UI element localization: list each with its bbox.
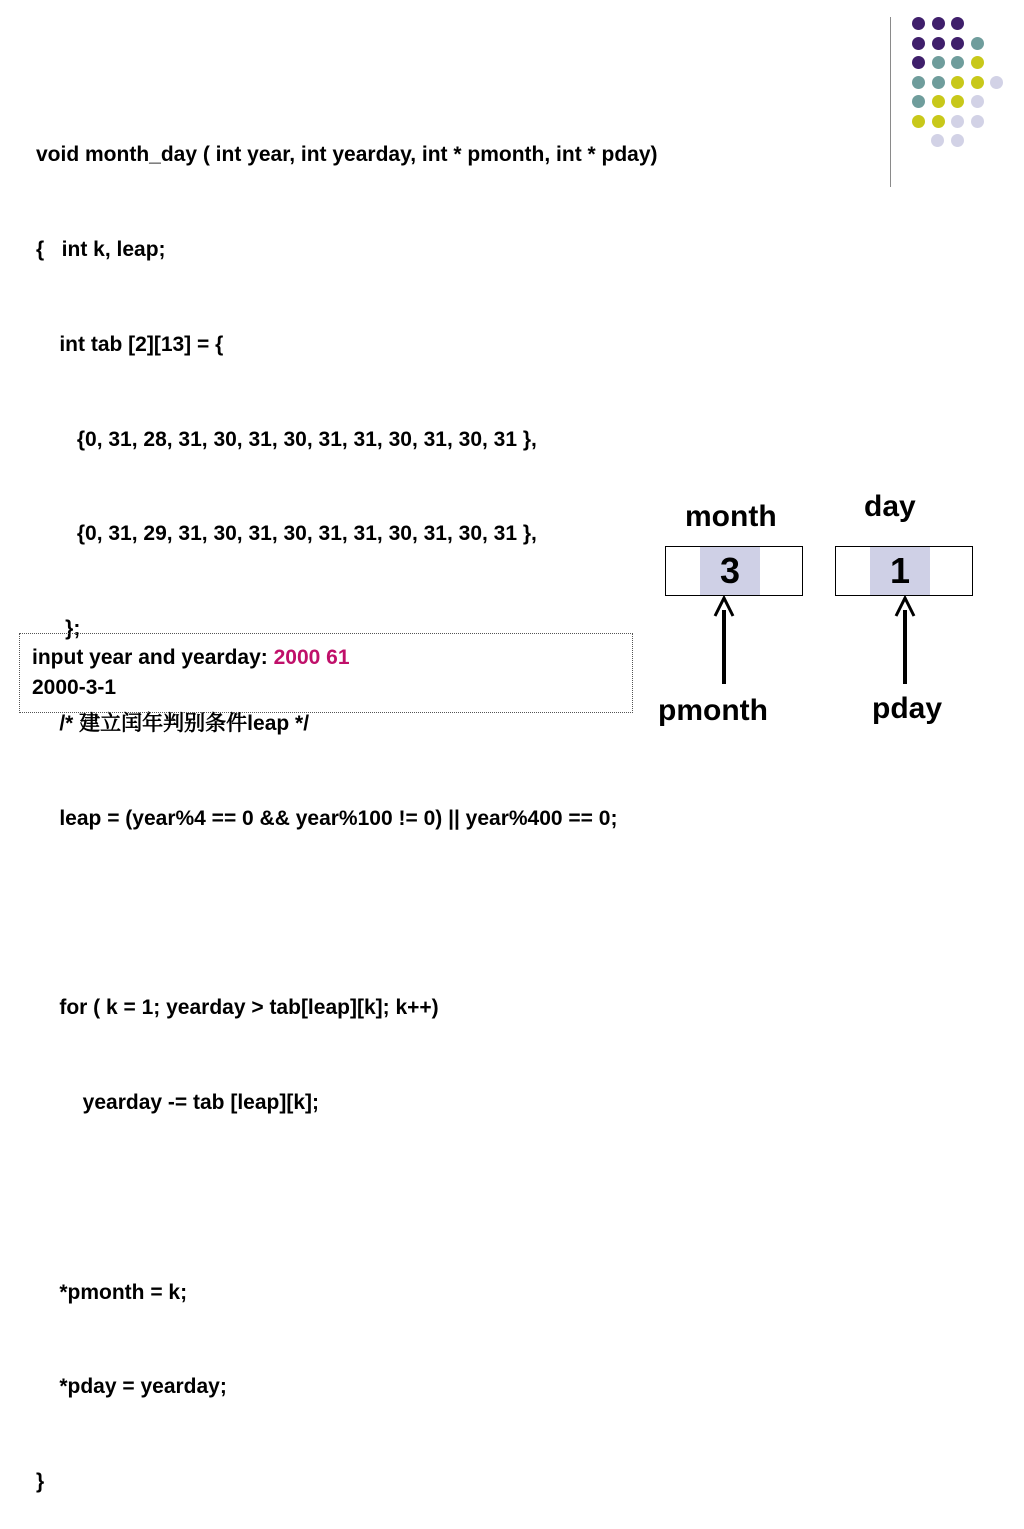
code-line: } [36, 1470, 45, 1494]
code-line: { int k, leap; [36, 237, 166, 261]
code-line: leap = (year%4 == 0 && year%100 != 0) || year%400 == 0; [36, 806, 618, 830]
day-memory-box [835, 546, 973, 596]
code-line: for ( k = 1; yearday > tab[leap][k]; k++) [36, 996, 439, 1020]
decorative-dot [932, 37, 945, 50]
pday-pointer-label: pday [872, 692, 943, 725]
decorative-dot [971, 76, 984, 89]
pmonth-pointer-label: pmonth [658, 694, 768, 727]
code-line: *pday = yearday; [36, 1375, 227, 1399]
decorative-dot [971, 95, 984, 108]
decorative-dot [951, 115, 964, 128]
pmonth-arrow-icon [711, 596, 737, 686]
day-variable-label: day [864, 490, 916, 523]
decorative-dot [951, 95, 964, 108]
code-listing [36, 76, 658, 1529]
decorative-dot [932, 115, 945, 128]
decorative-dot [951, 17, 964, 30]
decorative-dot [932, 56, 945, 69]
decorative-dot [932, 95, 945, 108]
pday-arrow-icon [892, 596, 918, 686]
decorative-dot [971, 115, 984, 128]
month-memory-box [665, 546, 803, 596]
code-line: *pmonth = k; [36, 1280, 188, 1304]
code-line: int tab [2][13] = { [36, 332, 224, 356]
month-value-cell: 3 [700, 547, 760, 595]
console-result: 2000-3-1 [32, 676, 117, 699]
decorative-dot [931, 134, 944, 147]
decorative-dot [951, 37, 964, 50]
code-line: /* 建立闰年判别条件leap */ [36, 711, 310, 735]
decorative-dot [912, 37, 925, 50]
console-user-input: 2000 61 [273, 646, 350, 669]
code-line: {0, 31, 28, 31, 30, 31, 30, 31, 31, 30, 31, 30, 31 }, [36, 427, 537, 451]
console-output-box [19, 633, 633, 713]
decorative-dot [912, 17, 925, 30]
day-value-cell: 1 [870, 547, 930, 595]
code-line: }; [36, 617, 81, 641]
decorative-dot [951, 134, 964, 147]
code-line [36, 897, 658, 929]
decorative-dot [912, 76, 925, 89]
month-variable-label: month [685, 500, 777, 533]
decorative-dot [932, 76, 945, 89]
decorative-divider-line [890, 17, 891, 187]
console-prompt: input year and yearday: [32, 646, 274, 669]
decorative-dot [971, 37, 984, 50]
decorative-dot [951, 76, 964, 89]
console-input-line [32, 643, 632, 673]
decorative-dot [932, 17, 945, 30]
decorative-dot [912, 95, 925, 108]
code-line: void month_day ( int year, int yearday, int * pmonth, int * pday) [36, 143, 658, 167]
code-line: {0, 31, 29, 31, 30, 31, 30, 31, 31, 30, 31, 30, 31 }, [36, 522, 537, 546]
decorative-dot [912, 115, 925, 128]
decorative-dot [971, 56, 984, 69]
decorative-dot [912, 56, 925, 69]
code-line: yearday -= tab [leap][k]; [36, 1091, 319, 1114]
decorative-dot [951, 56, 964, 69]
code-line [36, 1182, 658, 1214]
decorative-dot [990, 76, 1003, 89]
